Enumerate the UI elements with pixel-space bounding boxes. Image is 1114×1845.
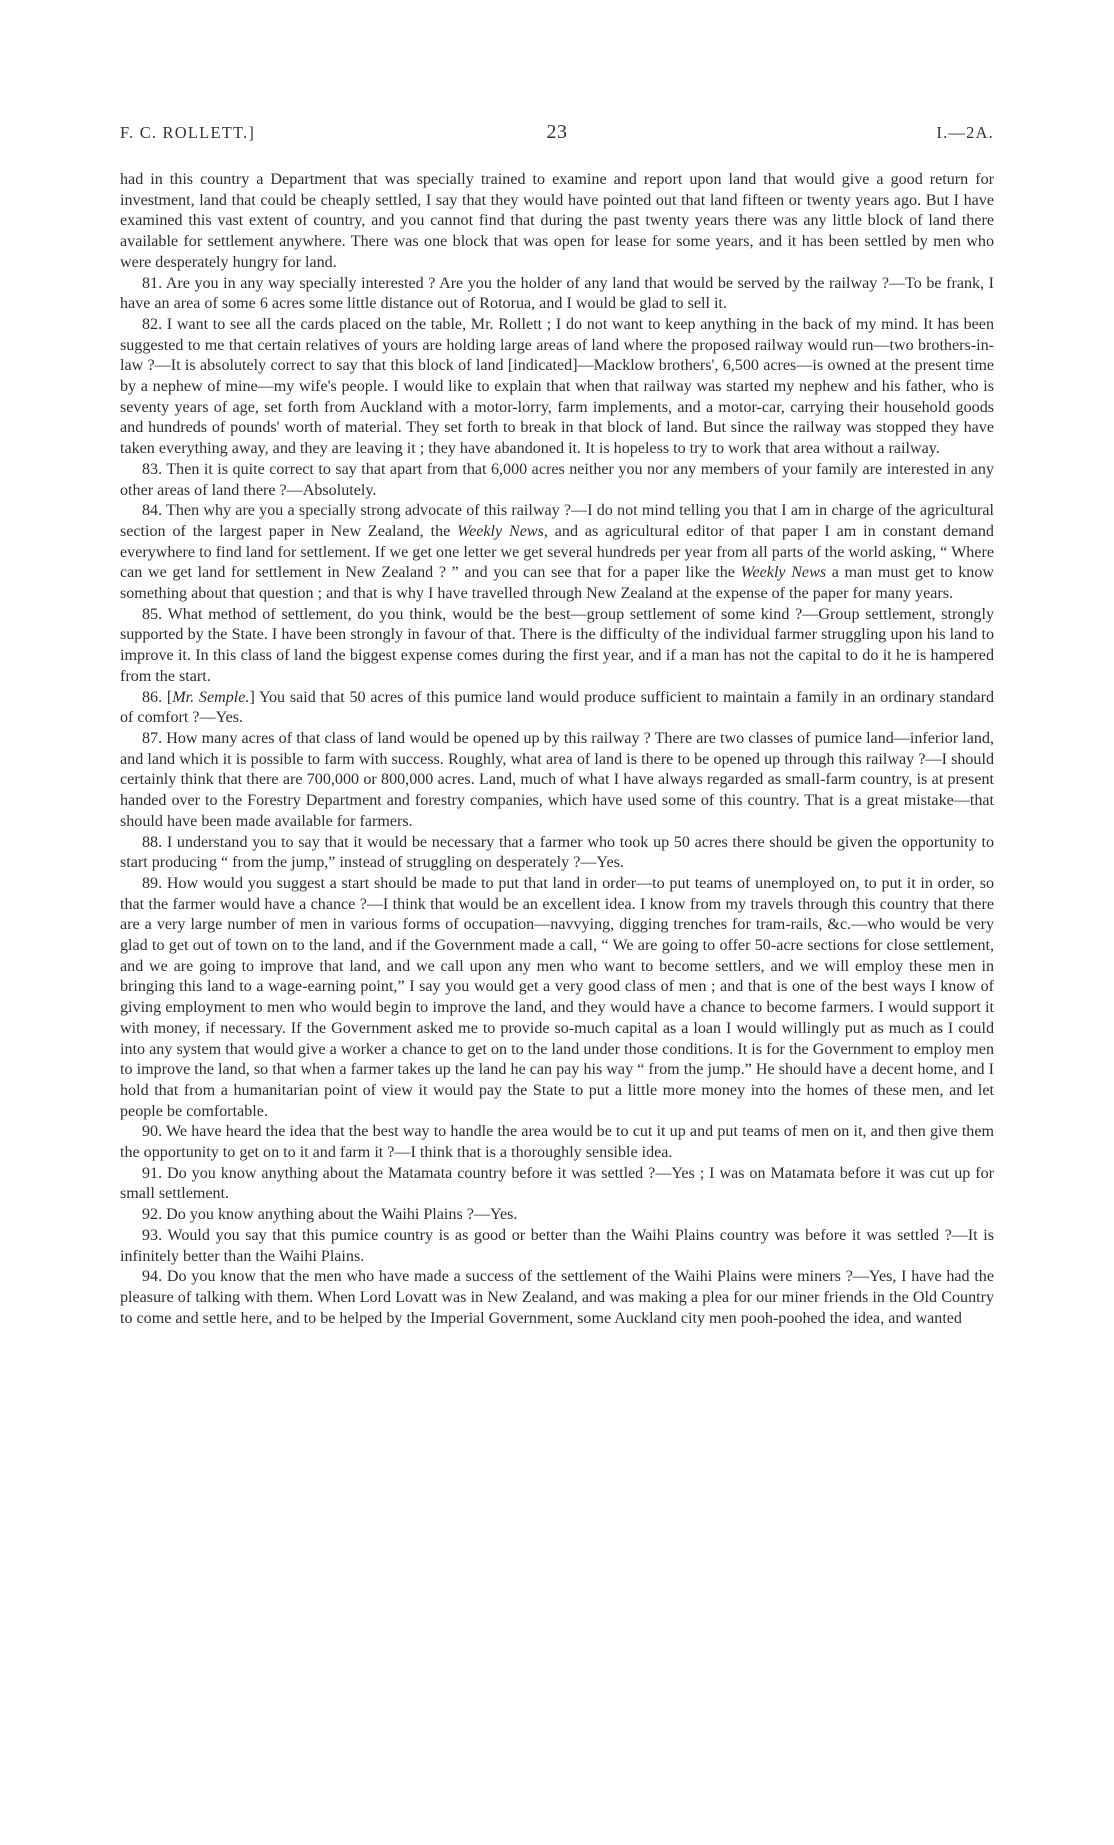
page-number: 23 bbox=[546, 121, 568, 143]
question-93: 93. Would you say that this pumice country is as good or better than the Waihi Plains country was before it was settled ?—It is infinitely better than the Waihi Plains. bbox=[120, 1226, 994, 1265]
publication-title: Weekly News, bbox=[457, 522, 548, 540]
question-86-text-a: 86. [ bbox=[142, 688, 173, 706]
question-86 bbox=[120, 688, 994, 729]
document-reference: I.—2A. bbox=[936, 123, 994, 142]
body-text bbox=[120, 170, 994, 1329]
question-84-text-b: and as agricultural editor of that paper I am in constant demand everywhere to find land for settlement. If we get one letter we get several hundreds per year from all parts of the world asking, “ Where can we get land for settlement in New Zealand ? ” and you can see that for a paper like the bbox=[120, 522, 994, 582]
publication-title: Weekly News bbox=[740, 564, 827, 582]
question-84 bbox=[120, 501, 994, 605]
question-81: 81. Are you in any way specially interested ? Are you the holder of any land that would be served by the railway ?—To be frank, I have an area of some 6 acres some little distance out of Rotorua, and I would be glad to sell it. bbox=[120, 274, 994, 313]
question-85: 85. What method of settlement, do you think, would be the best—group settlement of some kind ?—Group settlement, strongly supported by the State. I have been strongly in favour of that. There is the difficulty of the individual farmer struggling upon his land to improve it. In this class of land the biggest expense comes during the first year, and if a man has not the capital to do it he is hampered from the start. bbox=[120, 605, 994, 685]
page-header bbox=[120, 121, 994, 147]
question-84-text-a: 84. Then why are you a specially strong advocate of this railway ?—I do not mind telling you that I am in charge of the agricultural section of the largest paper in New Zealand, the bbox=[120, 502, 994, 540]
question-87: 87. How many acres of that class of land would be opened up by this railway ? There are two classes of pumice land—inferior land, and land which it is possible to farm with success. Roughly, what area of land is there to be opened up through this railway ?—I should certainly think that there are 700,000 or 800,000 acres. Land, much of what I have always regarded as small-farm country, is at present handed over to the Forestry Department and forestry companies, which have used some of this country. That is a great mistake—that should have been made available for farmers. bbox=[120, 729, 994, 830]
question-83: 83. Then it is quite correct to say that apart from that 6,000 acres neither you nor any members of your family are interested in any other areas of land there ?—Absolutely. bbox=[120, 460, 994, 499]
question-91: 91. Do you know anything about the Matamata country before it was settled ?—Yes ; I was on Matamata before it was cut up for small settlement. bbox=[120, 1164, 994, 1203]
question-88: 88. I understand you to say that it would be necessary that a farmer who took up 50 acres there should be given the opportunity to start producing “ from the jump,” instead of struggling on desperately ?—Yes. bbox=[120, 833, 994, 872]
question-90: 90. We have heard the idea that the best way to handle the area would be to cut it up and put teams of men on it, and then give them the opportunity to get on to it and farm it ?—I think that is a thoroughly sensible idea. bbox=[120, 1123, 994, 1162]
question-94: 94. Do you know that the men who have made a success of the settlement of the Waihi Plains were miners ?—Yes, I have had the pleasure of talking with them. When Lord Lovatt was in New Zealand, and was making a plea for our miner friends in the Old Country to come and settle here, and to be helped by the Imperial Government, some Auckland city men pooh-poohed the idea, and wanted bbox=[120, 1268, 994, 1327]
question-84-text-c: a man must get to know something about that question ; and that is why I have travelled through New Zealand at the expense of the paper for many years. bbox=[120, 564, 994, 603]
paragraph-continued: had in this country a Department that was specially trained to examine and report upon land that would give a good return for investment, land that could be cheaply settled, I say that they would have pointed out that land fifteen or twenty years ago. But I have examined this vast extent of country, and you cannot find that during the past twenty years there was any little block of land there available for settlement anywhere. There was one block that was open for lease for some years, and it has been settled by men who were desperately hungry for land. bbox=[120, 171, 994, 271]
question-82: 82. I want to see all the cards placed on the table, Mr. Rollett ; I do not want to keep anything in the back of my mind. It has been suggested to me that certain relatives of yours are holding large areas of land where the proposed railway would run—two brothers-in-law ?—It is absolutely correct to say that this block of land [indicated]—Macklow brothers', 6,500 acres—is owned at the present time by a nephew of mine—my wife's people. I would like to explain that when that railway was started my nephew and his father, who is seventy years of age, set forth from Auckland with a motor-lorry, farm implements, and a motor-car, carrying their household goods and hundreds of pounds' worth of material. They set forth to break in that block of land. But since the railway was stopped they have taken everything away, and they are leaving it ; they have abandoned it. It is hopeless to try to work that area without a railway. bbox=[120, 315, 994, 458]
question-86-text-b: ] You said that 50 acres of this pumice land would produce sufficient to maintain a family in an ordinary standard of comfort ?—Yes. bbox=[120, 688, 994, 727]
question-92: 92. Do you know anything about the Waihi Plains ?—Yes. bbox=[142, 1206, 518, 1224]
speaker-name: Mr. Semple. bbox=[172, 688, 250, 706]
question-89: 89. How would you suggest a start should be made to put that land in order—to put teams of unemployed on, to put it in order, so that the farmer would have a chance ?—I think that would be an excellent idea. I know from my travels through this country that there are a very large number of men in various forms of occupation—navvying, digging trenches for tram-rails, &c.—who would be very glad to get out of town on to the land, and if the Government made a call, “ We are going to offer 50-acre sections for close settlement, and we are going to improve that land, and we call upon any men who want to become settlers, and we will employ these men in bringing this land to a wage-earning point,” I say you would get a very good class of men ; and that is one of the best ways I know of giving employment to men who would begin to improve the land, and they would have a chance to become farmers. I would support it with money, if necessary. If the Government asked me to provide so-much capital as a loan I would willingly put as much as I could into any system that would give a worker a chance to get on to the land under those conditions. It is for the Government to employ men to improve the land, so that when a farmer takes up the land he can pay his way “ from the jump.” He should have a decent home, and I hold that from a humanitarian point of view it would pay the State to put a little more money into the homes of these men, and let people be comfortable. bbox=[120, 874, 994, 1120]
witness-name: F. C. ROLLETT.] bbox=[120, 123, 256, 142]
